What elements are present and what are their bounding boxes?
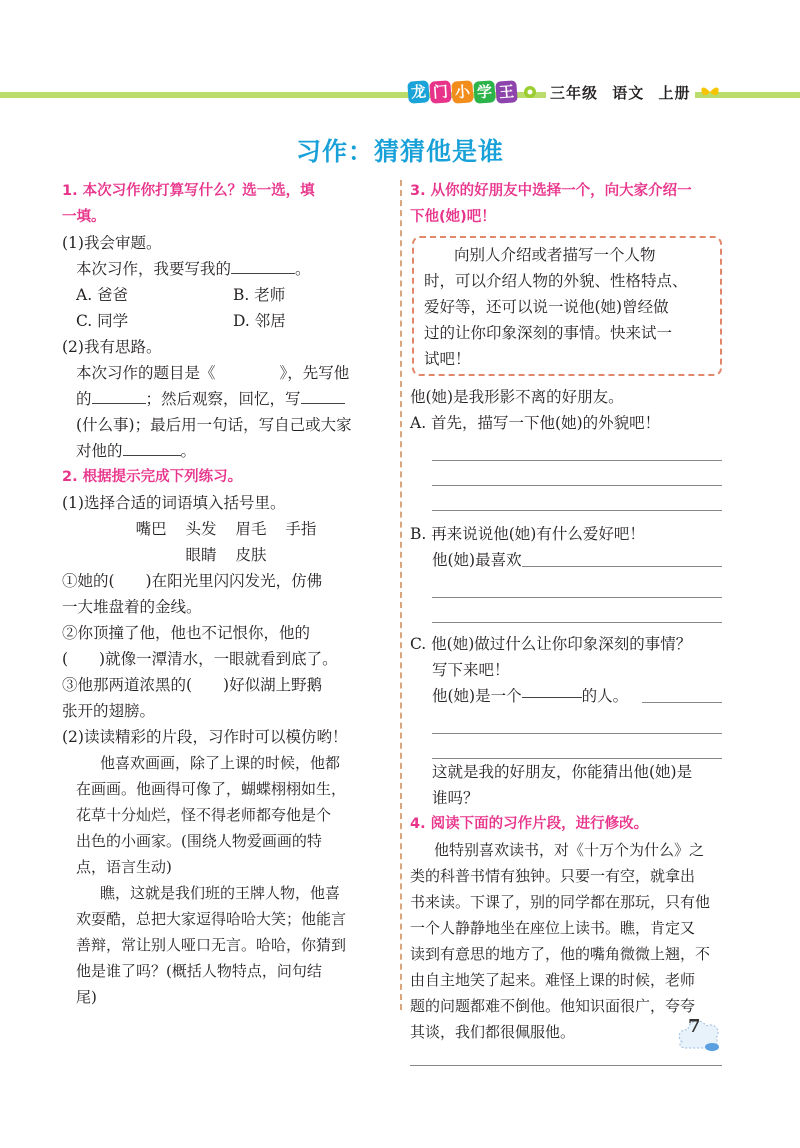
word-bank-row: 嘴巴 头发 眉毛 手指 <box>135 520 317 538</box>
passage-line: 一个人静静地坐在座位上读书。瞧，肯定又 <box>410 919 696 937</box>
left-column <box>62 178 390 1010</box>
q1-part1-text <box>62 256 390 282</box>
option-a[interactable]: A. 爸爸 <box>76 286 129 304</box>
q1-part2-line <box>62 360 390 386</box>
part-a-label: A. 首先，描写一下他(她)的外貌吧！ <box>410 414 661 432</box>
fill-blank[interactable] <box>92 389 146 404</box>
excerpt-line: 善辩，常让别人哑口无言。哈哈，你猜到 <box>76 936 347 954</box>
fill-blank[interactable] <box>231 259 295 274</box>
passage-line: 读到有意思的地方了，他的嘴角微微上翘，不 <box>410 945 711 963</box>
writing-line[interactable] <box>432 461 722 486</box>
sentence-line: 一大堆盘着的金线。 <box>62 598 202 616</box>
text: 他(她)最喜欢 <box>432 551 522 569</box>
logo-char: 王 <box>495 80 517 103</box>
writing-line[interactable] <box>432 573 722 598</box>
excerpt-line: 欢耍酷，总把大家逗得哈哈大笑；他能言 <box>76 910 347 928</box>
excerpt-line: 在画画。他画得可像了，蝴蝶栩栩如生， <box>76 780 347 798</box>
page-number-text: 7 <box>688 1016 701 1037</box>
passage-line: 他特别喜欢读书，对《十万个为什么》之 <box>434 841 705 859</box>
writing-line[interactable] <box>432 598 722 623</box>
tip-line: 试吧！ <box>424 350 471 368</box>
question-3-title <box>410 178 722 230</box>
fill-blank[interactable] <box>123 441 181 456</box>
q3-title-line: 3. 从你的好朋友中选择一个，向大家介绍一 <box>410 183 692 199</box>
page-number <box>676 1012 722 1052</box>
grade-text: 三年级 <box>550 83 599 102</box>
sentence-line: ( )就像一潭清水，一眼就看到底了。 <box>62 650 338 668</box>
q2-part2-label: (2)读读精彩的片段，习作时可以模仿哟！ <box>62 728 348 746</box>
excerpt-line: 他喜欢画画，除了上课的时候，他都 <box>100 754 341 772</box>
question-1-title <box>62 178 390 230</box>
q1-part2-line: (什么事)；最后用一句话，写自己或大家 <box>76 416 352 434</box>
logo-char: 学 <box>473 80 495 103</box>
fill-blank[interactable] <box>301 389 345 404</box>
option-b[interactable]: B. 老师 <box>233 286 286 304</box>
part-c-ending: 这就是我的好朋友，你能猜出他(她)是 <box>432 763 693 781</box>
text: 他(她)是一个 <box>432 687 522 705</box>
tip-line: 时，可以介绍人物的外貌、性格特点、 <box>424 272 688 290</box>
passage-line: 其谈，我们都很佩服他。 <box>410 1023 576 1041</box>
writing-line[interactable] <box>432 436 722 461</box>
writing-line[interactable] <box>642 683 722 703</box>
passage-line: 由自主地笑了起来。难怪上课的时候，老师 <box>410 971 696 989</box>
question-4-title: 4. 阅读下面的习作片段，进行修改。 <box>410 816 649 832</box>
excerpt-line: 他是谁了吗？(概括人物特点，问句结 <box>76 962 322 980</box>
text: 。 <box>180 442 197 460</box>
passage-line: 题的问题都难不倒他。他知识面很广，夸夸 <box>410 997 696 1015</box>
page-title: 习作：猜猜他是谁 <box>295 137 504 166</box>
q1-part2-line <box>62 386 390 412</box>
writing-line[interactable] <box>432 709 722 734</box>
text: 对他的 <box>76 442 123 460</box>
part-b-sub <box>410 547 722 573</box>
part-b-label: B. 再来说说他(她)有什么爱好吧！ <box>410 525 645 543</box>
option-c[interactable]: C. 同学 <box>76 312 129 330</box>
butterfly-icon <box>699 83 721 101</box>
part-c-ending: 谁吗？ <box>432 789 479 807</box>
q1-title-line: 1. 本次习作你打算写什么？选一选，填 <box>62 183 315 199</box>
text: 的 <box>76 390 92 408</box>
option-row <box>62 282 390 308</box>
passage-line: 类的科普书情有独钟。只要一有空，就拿出 <box>410 867 696 885</box>
option-row <box>62 308 390 334</box>
writing-line[interactable] <box>522 547 722 567</box>
option-d[interactable]: D. 邻居 <box>233 312 286 330</box>
part-c-sub <box>410 683 722 709</box>
q1-part2-label: (2)我有思路。 <box>62 338 162 356</box>
excerpt-line: 瞧，这就是我们班的王牌人物，他喜 <box>100 884 341 902</box>
logo-char: 龙 <box>407 80 429 103</box>
text: 本次习作的题目是《 <box>76 364 216 382</box>
q2-part1-label: (1)选择合适的词语填入括号里。 <box>62 494 286 512</box>
tip-box <box>412 236 722 376</box>
word-bank-row: 眼睛 皮肤 <box>185 546 267 564</box>
excerpt-line: 花草十分灿烂，怪不得老师都夸他是个 <box>76 806 332 824</box>
subject-text: 语文 <box>612 83 645 102</box>
text: 的人。 <box>581 687 629 705</box>
text: 本次习作，我要写我的 <box>76 260 232 278</box>
sentence-line: ③他那两道浓黑的( )好似湖上野鹅 <box>62 676 323 694</box>
logo-char: 门 <box>429 80 451 103</box>
writing-line[interactable] <box>432 486 722 511</box>
series-logo <box>408 81 518 103</box>
tip-line: 向别人介绍或者描写一个人物 <box>454 246 656 264</box>
part-c-label: C. 他(她)做过什么让你印象深刻的事情？ <box>410 635 692 653</box>
excerpt-line: 尾) <box>76 988 97 1006</box>
excerpt-1 <box>62 750 390 880</box>
fill-blank[interactable] <box>522 683 582 698</box>
text: 。 <box>295 260 311 278</box>
text: ；然后观察，回忆，写 <box>145 390 301 408</box>
intro-line: 他(她)是我形影不离的好朋友。 <box>410 388 624 406</box>
grade-label <box>546 82 695 103</box>
flower-icon <box>522 84 538 100</box>
book-header <box>408 78 738 106</box>
volume-text: 上册 <box>658 83 691 102</box>
excerpt-line: 点，语言生动) <box>76 858 172 876</box>
logo-char: 小 <box>451 80 473 103</box>
right-column <box>410 178 722 1066</box>
sentence-line: ②你顶撞了他，他也不记恨你，他的 <box>62 624 311 642</box>
q3-title-line: 下他(她)吧！ <box>410 209 496 225</box>
q1-part1-label: (1)我会审题。 <box>62 234 162 252</box>
question-2-title: 2. 根据提示完成下列练习。 <box>62 469 243 485</box>
q1-title-line: 一填。 <box>62 209 106 225</box>
writing-line[interactable] <box>432 734 722 759</box>
excerpt-2 <box>62 880 390 1010</box>
text: 》，先写他 <box>279 364 350 382</box>
tip-line: 过的让你印象深刻的事情。快来试一 <box>424 324 673 342</box>
column-divider <box>400 180 402 1010</box>
excerpt-line: 出色的小画家。(围绕人物爱画画的特 <box>76 832 322 850</box>
passage-line: 书来读。下课了，别的同学都在那玩，只有他 <box>410 893 711 911</box>
sentence-line: 张开的翅膀。 <box>62 702 156 720</box>
tip-line: 爱好等，还可以说一说他(她)曾经做 <box>424 298 669 316</box>
q1-part2-line <box>62 438 390 464</box>
part-c-label: 写下来吧！ <box>432 661 510 679</box>
sentence-line: ①她的( )在阳光里闪闪发光，仿佛 <box>62 572 323 590</box>
